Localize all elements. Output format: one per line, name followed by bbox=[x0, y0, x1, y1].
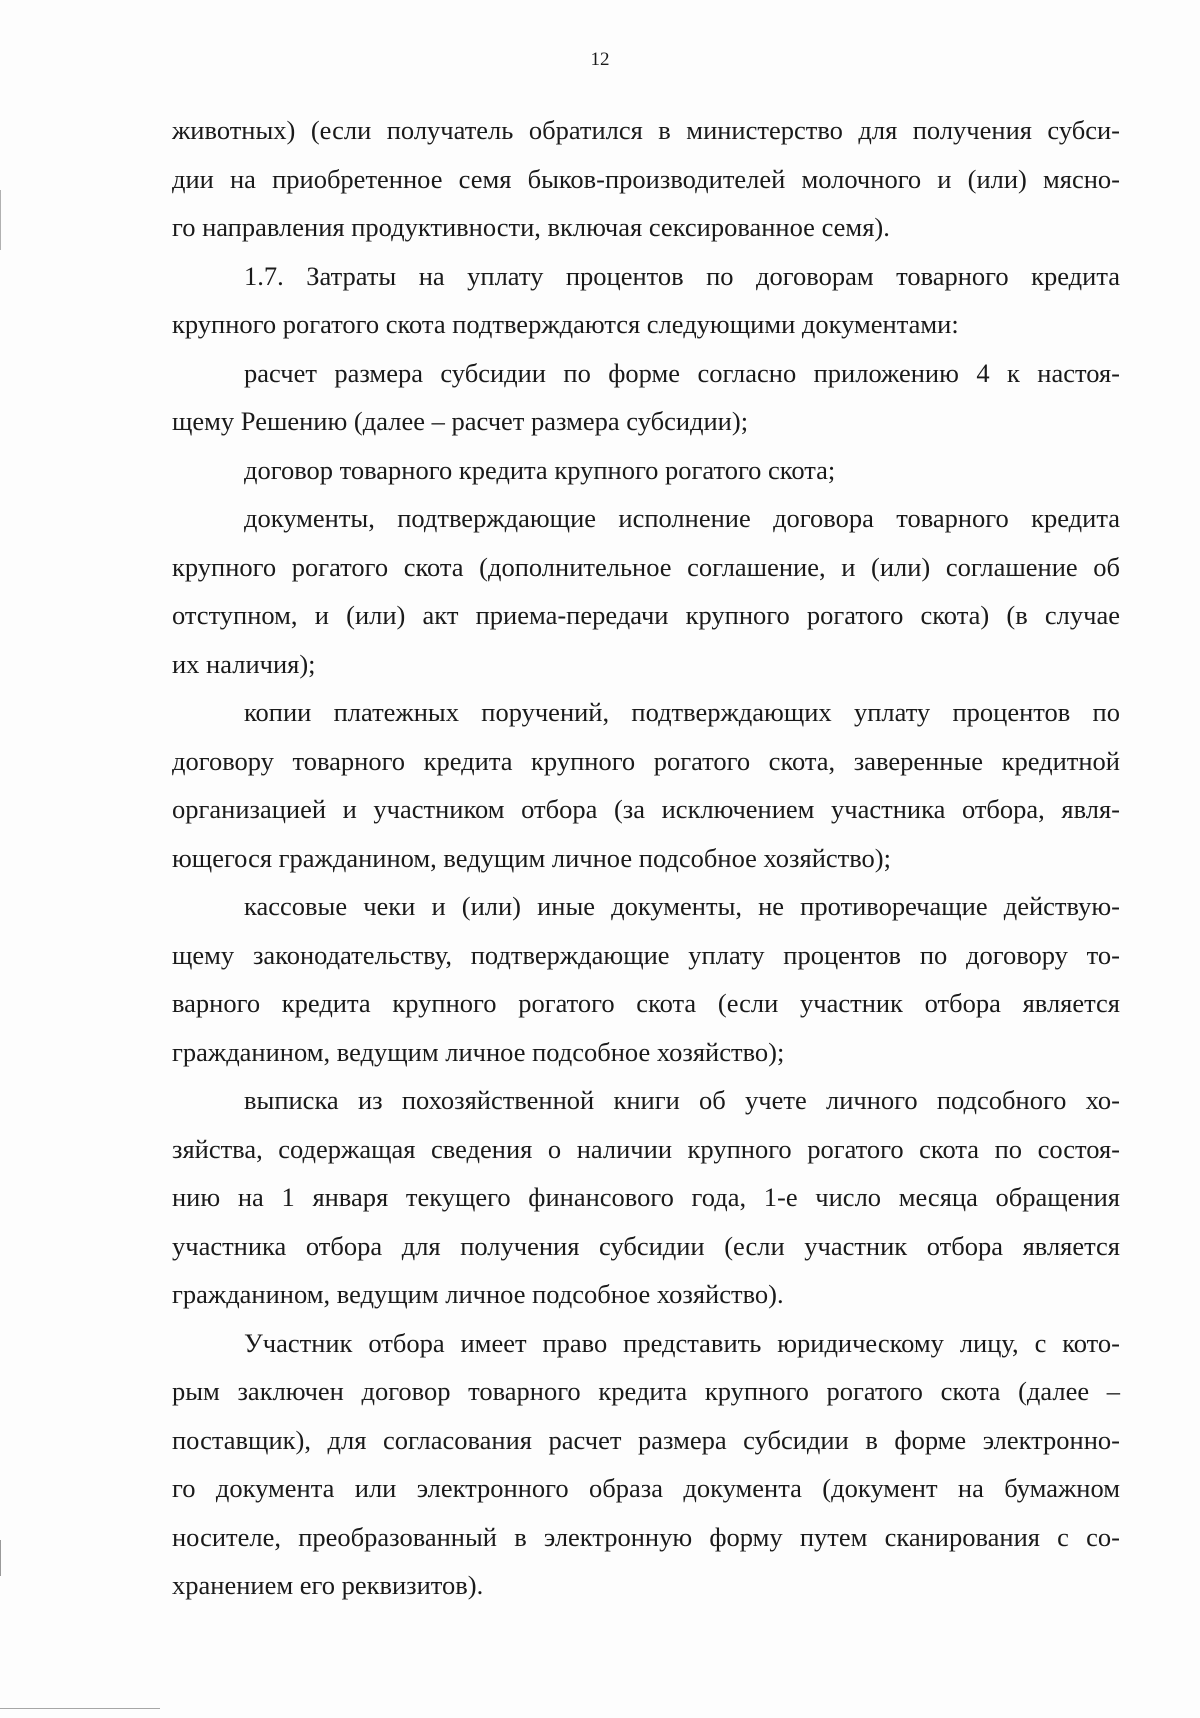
text-line: варного кредита крупного рогатого скота (если участник отбора является bbox=[172, 988, 1120, 1018]
text-line: кассовые чеки и (или) иные документы, не противоречащие действую- bbox=[244, 891, 1120, 921]
paragraph bbox=[172, 494, 1120, 688]
text-line: договору товарного кредита крупного рогатого скота, заверенные кредитной bbox=[172, 745, 1120, 776]
text-line: щему Решению (далее – расчет размера субсидии); bbox=[172, 406, 749, 436]
page-number: 12 bbox=[590, 49, 610, 70]
paragraph bbox=[172, 882, 1120, 1076]
text-line: поставщик), для согласования расчет размера субсидии в форме электронно- bbox=[172, 1424, 1120, 1455]
paragraph bbox=[172, 1076, 1120, 1319]
text-line: дии на приобретенное семя быков-производителей молочного и (или) мясно- bbox=[172, 163, 1120, 194]
scan-artifact bbox=[0, 190, 1, 250]
text-line: участника отбора для получения субсидии (если участник отбора является bbox=[172, 1230, 1120, 1261]
text-line: носителе, преобразованный в электронную форму путем сканирования с со- bbox=[172, 1521, 1120, 1552]
paragraph bbox=[172, 349, 1120, 446]
text-line: гражданином, ведущим личное подсобное хозяйство). bbox=[172, 1279, 784, 1309]
text-line: зяйства, содержащая сведения о наличии крупного рогатого скота по состоя- bbox=[172, 1133, 1120, 1164]
text-line: расчет размера субсидии по форме согласно приложению 4 к настоя- bbox=[244, 357, 1120, 388]
text-line: их наличия); bbox=[172, 648, 316, 679]
paragraph bbox=[172, 252, 1120, 349]
text-line: го направления продуктивности, включая сексированное семя). bbox=[172, 212, 890, 242]
text-line: 1.7. Затраты на уплату процентов по договорам товарного кредита bbox=[244, 260, 1120, 291]
text-line: нию на 1 января текущего финансового года, 1-е число месяца обращения bbox=[172, 1182, 1120, 1212]
paragraph bbox=[172, 688, 1120, 882]
text-line: гражданином, ведущим личное подсобное хозяйство); bbox=[172, 1036, 785, 1067]
text-line: крупного рогатого скота подтверждаются следующими документами: bbox=[172, 309, 959, 339]
paragraph bbox=[172, 106, 1120, 252]
text-line: копии платежных поручений, подтверждающих уплату процентов по bbox=[244, 697, 1120, 727]
text-line: го документа или электронного образа документа (документ на бумажном bbox=[172, 1473, 1120, 1503]
scan-artifact bbox=[0, 1708, 160, 1709]
paragraph bbox=[172, 446, 1120, 495]
text-line: ющегося гражданином, ведущим личное подсобное хозяйство); bbox=[172, 842, 891, 873]
text-line: рым заключен договор товарного кредита крупного рогатого скота (далее – bbox=[172, 1376, 1120, 1406]
text-line: щему законодательству, подтверждающие уплату процентов по договору то- bbox=[172, 939, 1120, 970]
text-line: животных) (если получатель обратился в министерство для получения субси- bbox=[172, 115, 1120, 145]
text-line: крупного рогатого скота (дополнительное соглашение, и (или) соглашение об bbox=[172, 551, 1120, 582]
text-line: хранением его реквизитов). bbox=[172, 1570, 484, 1600]
paragraph bbox=[172, 1319, 1120, 1610]
text-line: выписка из похозяйственной книги об учете личного подсобного хо- bbox=[244, 1085, 1120, 1115]
scan-artifact bbox=[0, 1540, 1, 1576]
text-line: Участник отбора имеет право представить юридическому лицу, с кото- bbox=[244, 1327, 1120, 1358]
text-line: договор товарного кредита крупного рогатого скота; bbox=[244, 454, 836, 485]
text-line: организацией и участником отбора (за исключением участника отбора, явля- bbox=[172, 794, 1120, 824]
text-line: отступном, и (или) акт приема-передачи крупного рогатого скота) (в случае bbox=[172, 600, 1120, 630]
document-body bbox=[172, 106, 1120, 1610]
text-line: документы, подтверждающие исполнение договора товарного кредита bbox=[244, 503, 1120, 533]
